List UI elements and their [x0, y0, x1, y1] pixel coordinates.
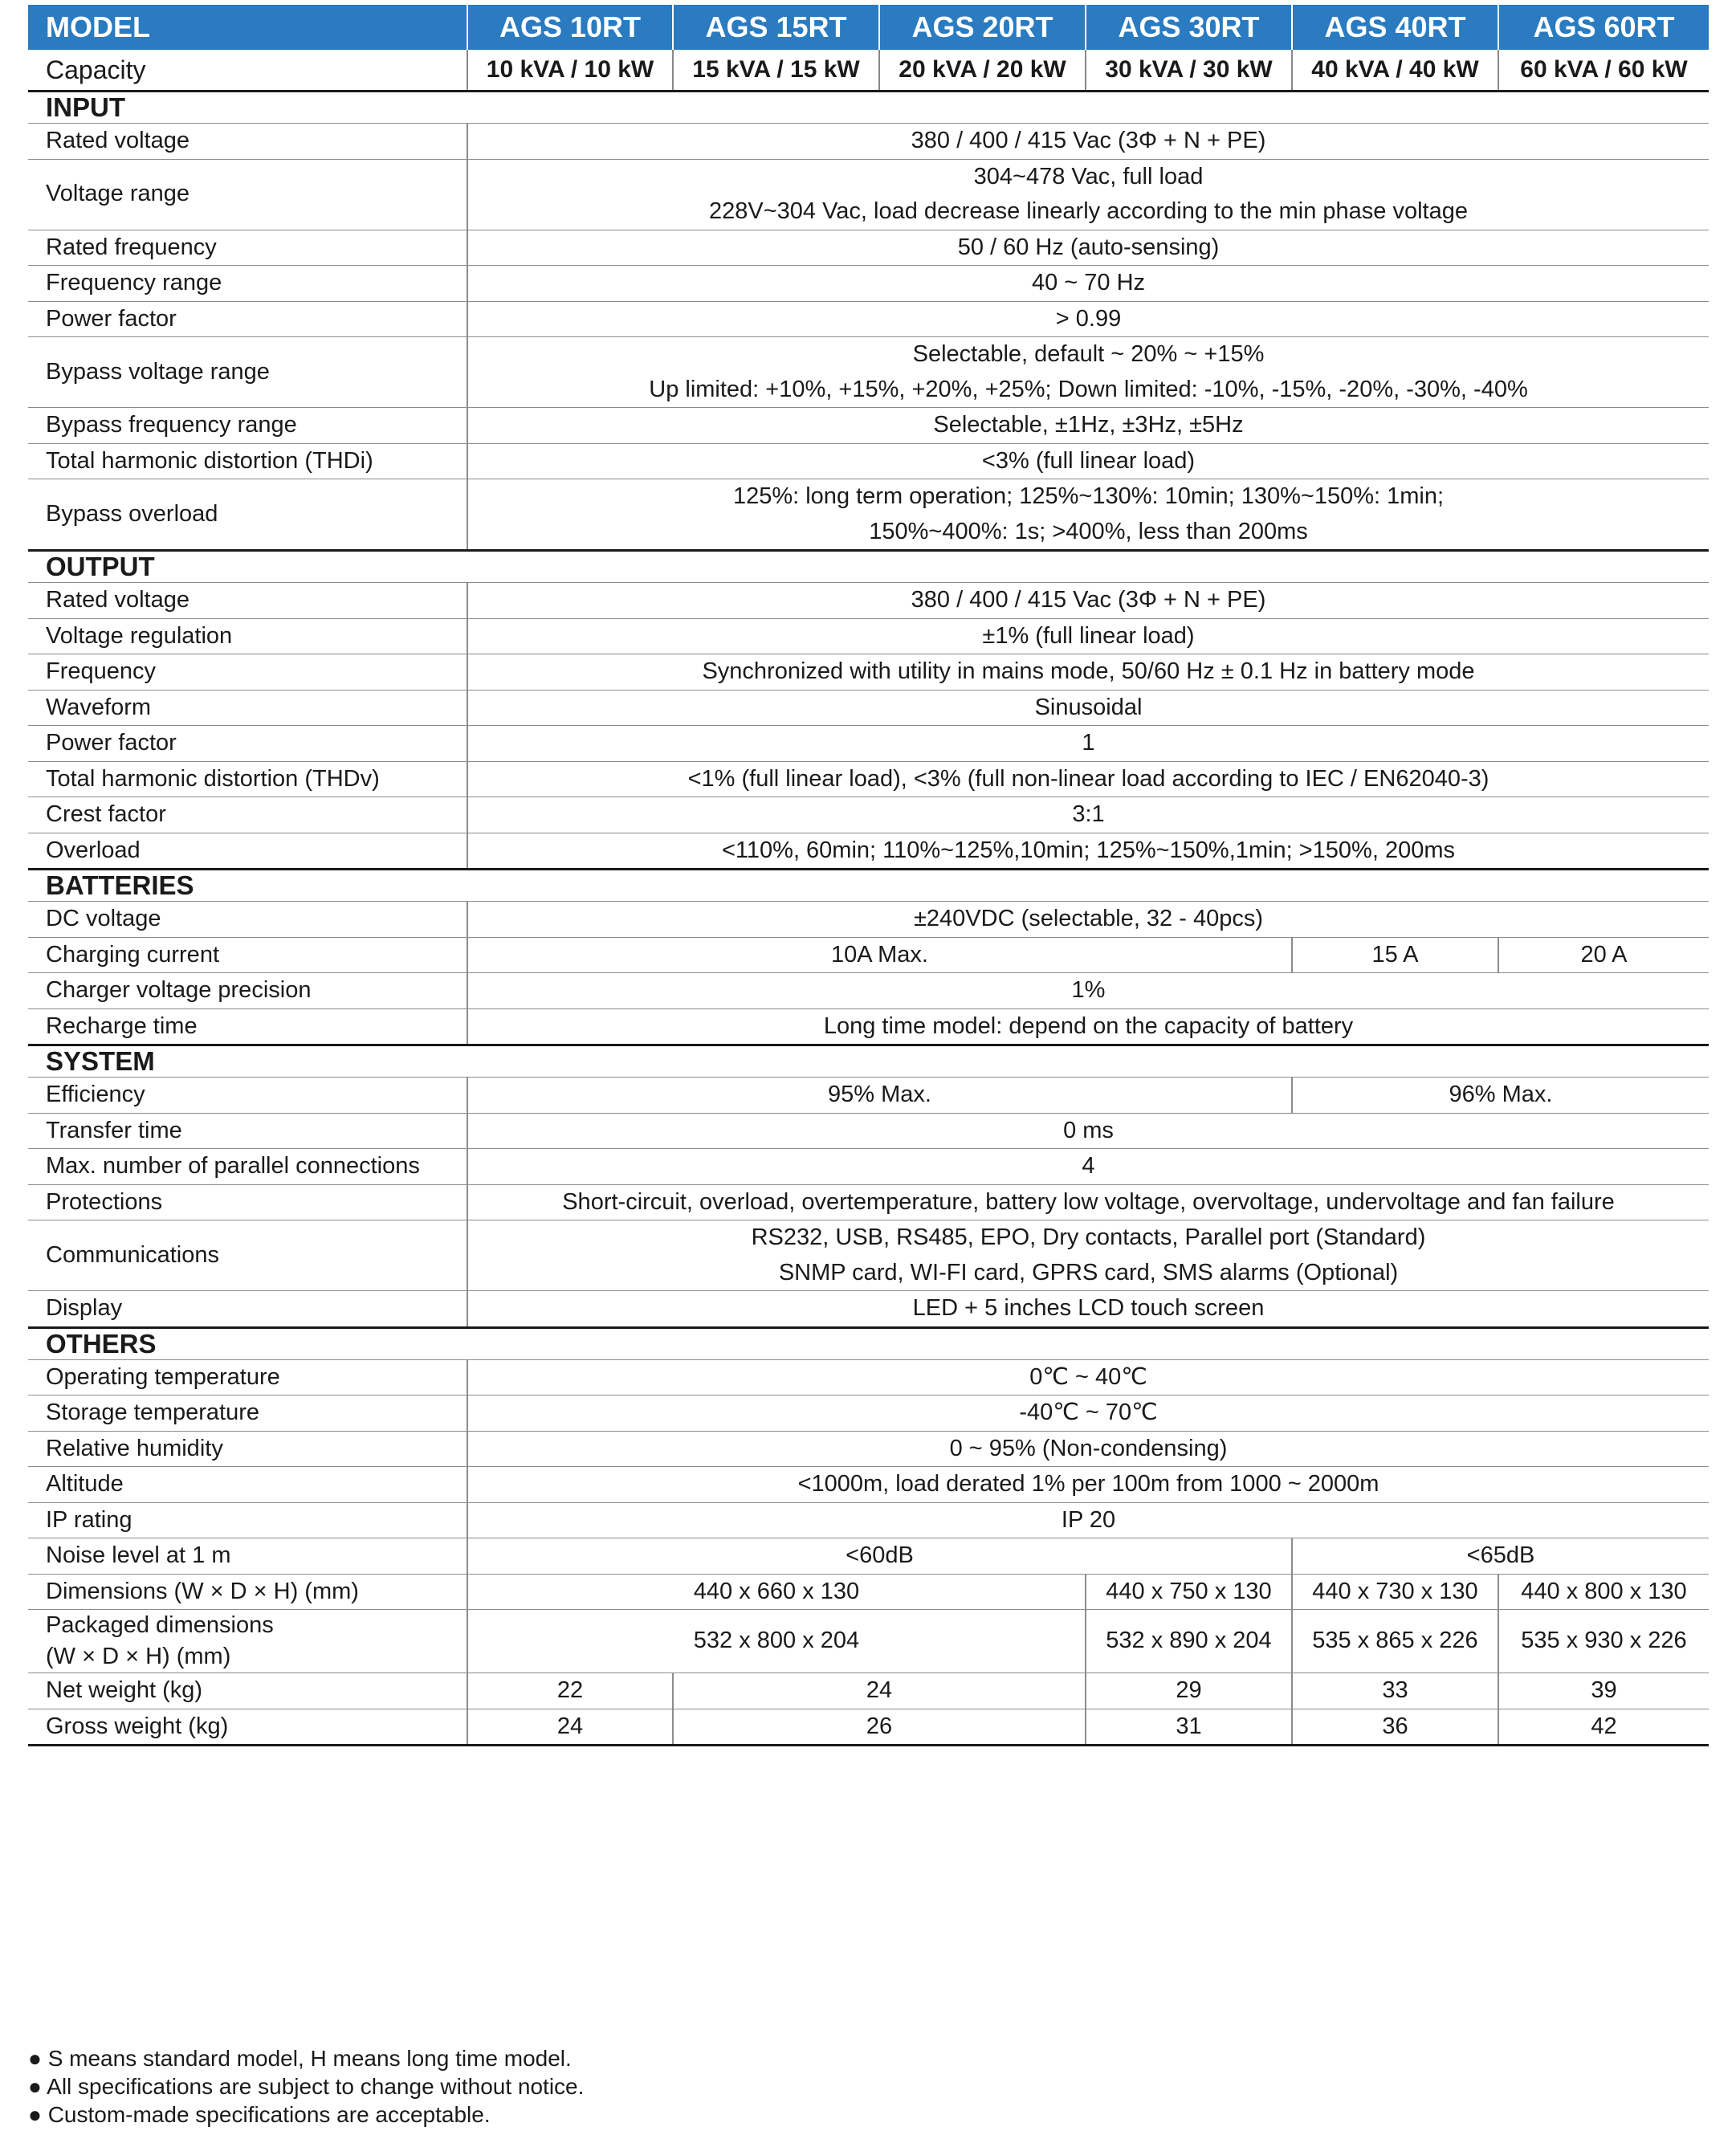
spec-label: Gross weight (kg) [28, 1709, 467, 1746]
spec-row [28, 1149, 1709, 1185]
spec-row [28, 1113, 1709, 1149]
footnote: ● All specifications are subject to change without notice. [28, 2074, 585, 2099]
spec-value: 440 x 660 x 130 [467, 1574, 1086, 1610]
spec-row [28, 1078, 1709, 1114]
spec-value: -40℃ ~ 70℃ [467, 1395, 1709, 1432]
spec-label: Dimensions (W × D × H) (mm) [28, 1574, 467, 1610]
spec-row [28, 1291, 1709, 1328]
spec-value: <60dB [467, 1538, 1292, 1575]
spec-label: Bypass voltage range [28, 337, 467, 408]
spec-label: Altitude [28, 1467, 467, 1503]
spec-label: Bypass frequency range [28, 408, 467, 444]
model-header-row [28, 5, 1709, 50]
spec-value: 3:1 [467, 797, 1709, 833]
section-title: BATTERIES [28, 870, 1709, 902]
spec-row [28, 902, 1709, 938]
spec-table-body [28, 5, 1709, 1746]
spec-value: 15 A [1292, 937, 1498, 973]
spec-row [28, 443, 1709, 479]
spec-table [28, 5, 1709, 1746]
spec-label: Power factor [28, 301, 467, 337]
spec-row [28, 833, 1709, 870]
spec-value: 535 x 930 x 226 [1498, 1610, 1709, 1673]
spec-label: Frequency range [28, 266, 467, 302]
spec-label: Crest factor [28, 797, 467, 833]
spec-value: 535 x 865 x 226 [1292, 1610, 1498, 1673]
model-name: AGS 40RT [1292, 5, 1498, 50]
spec-value: RS232, USB, RS485, EPO, Dry contacts, Parallel port (Standard) SNMP card, WI-FI card, GPRS card, SMS alarms (Optional) [467, 1220, 1709, 1291]
spec-label: Voltage range [28, 159, 467, 230]
spec-value: 1 [467, 726, 1709, 762]
model-name: AGS 10RT [467, 5, 673, 50]
spec-value: 380 / 400 / 415 Vac (3Φ + N + PE) [467, 583, 1709, 619]
spec-value: <1000m, load derated 1% per 100m from 1000 ~ 2000m [467, 1467, 1709, 1503]
spec-value: IP 20 [467, 1502, 1709, 1538]
spec-value: 10A Max. [467, 937, 1292, 973]
spec-row [28, 1574, 1709, 1610]
spec-label: Rated voltage [28, 583, 467, 619]
spec-value: 26 [673, 1709, 1086, 1746]
spec-value: 24 [467, 1709, 673, 1746]
spec-value: <1% (full linear load), <3% (full non-linear load according to IEC / EN62040-3) [467, 761, 1709, 797]
capacity-value: 10 kVA / 10 kW [467, 50, 673, 92]
spec-row [28, 1538, 1709, 1575]
section-header-others [28, 1327, 1709, 1359]
spec-value: 33 [1292, 1673, 1498, 1709]
spec-label: Bypass overload [28, 479, 467, 551]
spec-row [28, 1184, 1709, 1220]
spec-value: LED + 5 inches LCD touch screen [467, 1291, 1709, 1328]
spec-row [28, 230, 1709, 266]
spec-row [28, 654, 1709, 691]
spec-value: <110%, 60min; 110%~125%,10min; 125%~150%,1min; >150%, 200ms [467, 833, 1709, 870]
spec-value: <3% (full linear load) [467, 443, 1709, 479]
spec-label: Rated frequency [28, 230, 467, 266]
spec-row [28, 1673, 1709, 1709]
spec-label: Storage temperature [28, 1395, 467, 1432]
spec-row [28, 618, 1709, 654]
spec-row [28, 301, 1709, 337]
spec-label: Total harmonic distortion (THDi) [28, 443, 467, 479]
spec-value: 22 [467, 1673, 673, 1709]
spec-row [28, 1008, 1709, 1045]
spec-value: 125%: long term operation; 125%~130%: 10min; 130%~150%: 1min; 150%~400%: 1s; >400%, less than 200ms [467, 479, 1709, 551]
section-title: OUTPUT [28, 551, 1709, 583]
capacity-value: 15 kVA / 15 kW [673, 50, 879, 92]
model-name: AGS 60RT [1498, 5, 1709, 50]
model-label: MODEL [28, 5, 467, 50]
spec-value: 31 [1086, 1709, 1292, 1746]
spec-value: 0℃ ~ 40℃ [467, 1359, 1709, 1395]
capacity-value: 40 kVA / 40 kW [1292, 50, 1498, 92]
spec-value: 40 ~ 70 Hz [467, 266, 1709, 302]
spec-label: Frequency [28, 654, 467, 691]
spec-row [28, 1359, 1709, 1395]
spec-value: 29 [1086, 1673, 1292, 1709]
spec-value: Selectable, ±1Hz, ±3Hz, ±5Hz [467, 408, 1709, 444]
capacity-value: 20 kVA / 20 kW [879, 50, 1086, 92]
spec-sheet [28, 5, 1709, 1746]
spec-value: 380 / 400 / 415 Vac (3Φ + N + PE) [467, 124, 1709, 160]
spec-label: Protections [28, 1184, 467, 1220]
spec-value: 440 x 730 x 130 [1292, 1574, 1498, 1610]
spec-row [28, 726, 1709, 762]
model-name: AGS 15RT [673, 5, 879, 50]
spec-row [28, 408, 1709, 444]
spec-label: Relative humidity [28, 1431, 467, 1467]
section-title: SYSTEM [28, 1045, 1709, 1078]
spec-label: Communications [28, 1220, 467, 1291]
spec-row [28, 1431, 1709, 1467]
spec-label: Waveform [28, 690, 467, 726]
spec-value: 0 ms [467, 1113, 1709, 1149]
spec-label: Charger voltage precision [28, 973, 467, 1009]
spec-value: 304~478 Vac, full load 228V~304 Vac, load decrease linearly according to the min phase voltage [467, 159, 1709, 230]
spec-value: Short-circuit, overload, overtemperature, battery low voltage, overvoltage, undervoltage and fan failure [467, 1184, 1709, 1220]
spec-value: 0 ~ 95% (Non-condensing) [467, 1431, 1709, 1467]
spec-value: Sinusoidal [467, 690, 1709, 726]
spec-row [28, 1709, 1709, 1746]
capacity-value: 60 kVA / 60 kW [1498, 50, 1709, 92]
section-title: INPUT [28, 92, 1709, 124]
spec-value: 440 x 750 x 130 [1086, 1574, 1292, 1610]
section-header-system [28, 1045, 1709, 1078]
spec-label: Recharge time [28, 1008, 467, 1045]
section-header-output [28, 551, 1709, 583]
spec-row [28, 973, 1709, 1009]
spec-value: 39 [1498, 1673, 1709, 1709]
spec-value: > 0.99 [467, 301, 1709, 337]
spec-label: Total harmonic distortion (THDv) [28, 761, 467, 797]
spec-row [28, 266, 1709, 302]
spec-value: 95% Max. [467, 1078, 1292, 1114]
footnotes [28, 2044, 584, 2129]
spec-label: Rated voltage [28, 124, 467, 160]
spec-value: 532 x 800 x 204 [467, 1610, 1086, 1673]
spec-row [28, 1467, 1709, 1503]
spec-value: 42 [1498, 1709, 1709, 1746]
spec-label: Noise level at 1 m [28, 1538, 467, 1575]
spec-label: IP rating [28, 1502, 467, 1538]
spec-label: Net weight (kg) [28, 1673, 467, 1709]
section-header-batteries [28, 870, 1709, 902]
spec-label: Packaged dimensions (W × D × H) (mm) [28, 1610, 467, 1673]
spec-label: Overload [28, 833, 467, 870]
spec-row [28, 479, 1709, 551]
spec-label: DC voltage [28, 902, 467, 938]
spec-label: Transfer time [28, 1113, 467, 1149]
spec-value: 1% [467, 973, 1709, 1009]
spec-row [28, 797, 1709, 833]
spec-value: ±1% (full linear load) [467, 618, 1709, 654]
spec-row [28, 583, 1709, 619]
section-title: OTHERS [28, 1327, 1709, 1359]
spec-value: <65dB [1292, 1538, 1709, 1575]
spec-row [28, 1502, 1709, 1538]
capacity-value: 30 kVA / 30 kW [1086, 50, 1292, 92]
spec-value: ±240VDC (selectable, 32 - 40pcs) [467, 902, 1709, 938]
model-name: AGS 20RT [879, 5, 1086, 50]
capacity-row [28, 50, 1709, 92]
spec-value: 24 [673, 1673, 1086, 1709]
spec-row [28, 1220, 1709, 1291]
spec-label: Charging current [28, 937, 467, 973]
spec-row [28, 159, 1709, 230]
spec-label: Efficiency [28, 1078, 467, 1114]
model-name: AGS 30RT [1086, 5, 1292, 50]
spec-value: 20 A [1498, 937, 1709, 973]
spec-label: Max. number of parallel connections [28, 1149, 467, 1185]
spec-label: Operating temperature [28, 1359, 467, 1395]
section-header-input [28, 92, 1709, 124]
footnote: ● S means standard model, H means long time model. [28, 2046, 572, 2071]
spec-value: Synchronized with utility in mains mode, 50/60 Hz ± 0.1 Hz in battery mode [467, 654, 1709, 691]
spec-value: 440 x 800 x 130 [1498, 1574, 1709, 1610]
spec-value: 96% Max. [1292, 1078, 1709, 1114]
spec-value: Selectable, default ~ 20% ~ +15% Up limited: +10%, +15%, +20%, +25%; Down limited: -10%, -15%, -20%, -30%, -40% [467, 337, 1709, 408]
spec-row [28, 937, 1709, 973]
spec-value: 532 x 890 x 204 [1086, 1610, 1292, 1673]
spec-row [28, 1610, 1709, 1673]
spec-row [28, 1395, 1709, 1432]
spec-label: Power factor [28, 726, 467, 762]
spec-label: Voltage regulation [28, 618, 467, 654]
capacity-label: Capacity [28, 50, 467, 92]
spec-row [28, 690, 1709, 726]
spec-value: 4 [467, 1149, 1709, 1185]
spec-value: 50 / 60 Hz (auto-sensing) [467, 230, 1709, 266]
spec-label: Display [28, 1291, 467, 1328]
spec-row [28, 337, 1709, 408]
spec-row [28, 124, 1709, 160]
spec-value: Long time model: depend on the capacity of battery [467, 1008, 1709, 1045]
spec-value: 36 [1292, 1709, 1498, 1746]
footnote: ● Custom-made specifications are acceptable. [28, 2102, 491, 2127]
spec-row [28, 761, 1709, 797]
